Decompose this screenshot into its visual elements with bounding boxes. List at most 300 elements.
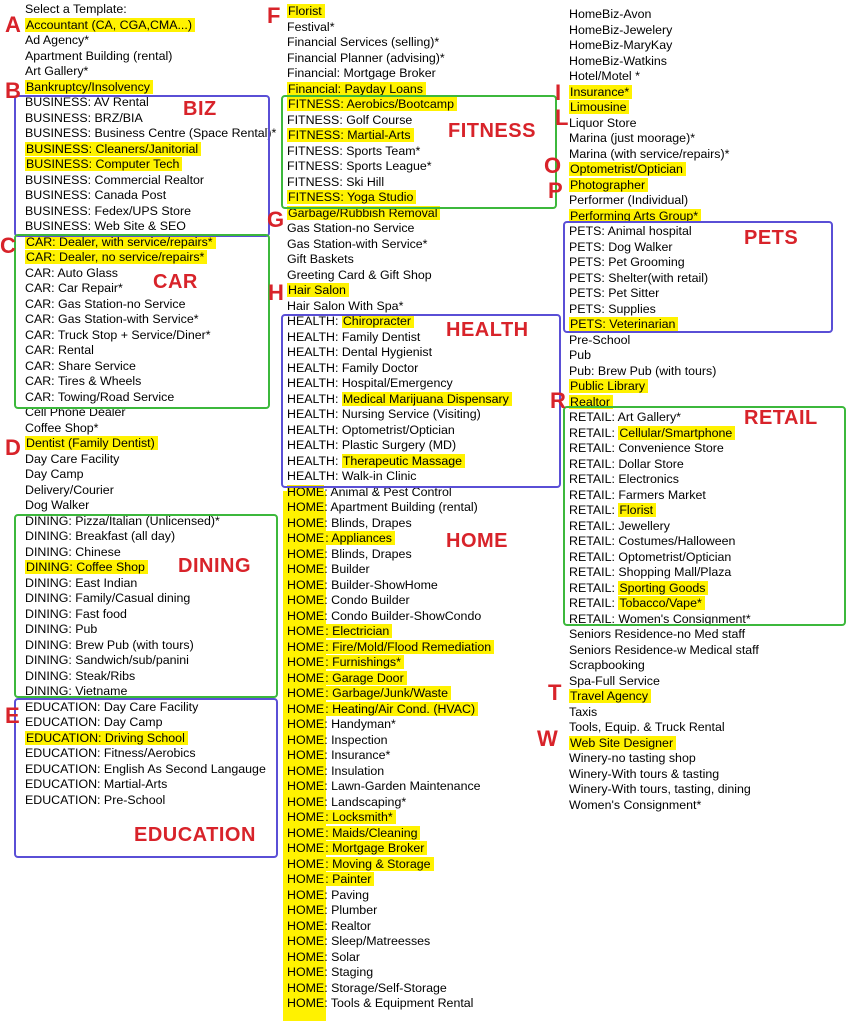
- template-item[interactable]: [569, 767, 759, 783]
- template-item-label: PETS: Animal hospital: [569, 224, 692, 238]
- template-item-label: HEALTH: Optometrist/Optician: [287, 422, 455, 437]
- template-item[interactable]: [569, 736, 759, 752]
- template-item[interactable]: [287, 965, 512, 981]
- template-item-label: DINING: Breakfast (all day): [25, 529, 176, 543]
- template-item-label: RETAIL: Shopping Mall/Plaza: [569, 565, 732, 579]
- template-item-label: Winery-With tours, tasting, dining: [569, 782, 751, 796]
- template-item-label: EDUCATION: Driving School: [25, 731, 188, 745]
- template-item-label: Day Care Facility: [25, 451, 120, 466]
- template-item[interactable]: [287, 810, 512, 826]
- template-item-label: HomeBiz-Jewelery: [569, 22, 673, 37]
- template-item-label: CAR: Truck Stop + Service/Diner*: [25, 327, 211, 342]
- template-item-label: Hair Salon: [287, 283, 349, 297]
- template-item-label: Travel Agency: [569, 689, 651, 703]
- template-item-label: RETAIL: Farmers Market: [569, 487, 706, 502]
- template-item-label: EDUCATION: Pre-School: [25, 792, 166, 807]
- template-item-label: PETS: Shelter(with retail): [569, 270, 709, 285]
- template-item[interactable]: [287, 51, 512, 67]
- template-item-label: : Builder-ShowHome: [324, 577, 438, 592]
- template-item-label: DINING: Pub: [25, 622, 98, 636]
- template-item[interactable]: [569, 131, 759, 147]
- template-item-prefix: HOME: [287, 500, 325, 514]
- template-item-prefix: HOME: [287, 980, 325, 995]
- template-item-label: RETAIL: Art Gallery*: [569, 410, 682, 424]
- template-item-label: Seniors Residence-no Med staff: [569, 627, 746, 641]
- template-item[interactable]: [287, 624, 512, 640]
- template-item-prefix: HOME: [287, 903, 325, 917]
- template-item-label: BUSINESS: Fedex/UPS Store: [25, 203, 191, 218]
- template-item-label: : Staging: [324, 965, 374, 979]
- template-item-label: : Tools & Equipment Rental: [324, 996, 474, 1010]
- template-item-prefix: HOME: [287, 670, 325, 685]
- template-item-label: Florist: [287, 4, 325, 18]
- template-item-label: : Painter: [324, 872, 374, 886]
- template-item-label: Dentist (Family Dentist): [25, 436, 158, 450]
- template-item[interactable]: [287, 872, 512, 888]
- template-item[interactable]: [287, 35, 512, 51]
- template-item-label: Optometrist/Optician: [569, 162, 686, 176]
- template-item[interactable]: [569, 751, 759, 767]
- template-item-label: Accountant (CA, CGA,CMA...): [25, 18, 195, 32]
- template-item[interactable]: [25, 436, 276, 452]
- template-item-label: : Garage Door: [324, 671, 407, 685]
- template-item-label: Pub: [569, 348, 592, 362]
- template-item-prefix: HOME: [287, 546, 325, 561]
- template-item[interactable]: [569, 658, 759, 674]
- template-item-label: FITNESS: Aerobics/Bootcamp: [287, 97, 457, 111]
- template-item-label: HEALTH: Nursing Service (Visiting): [287, 407, 481, 421]
- template-item-label: : Blinds, Drapes: [324, 546, 412, 561]
- template-item-label: BUSINESS: AV Rental: [25, 95, 149, 109]
- template-item-label: DINING: Sandwich/sub/panini: [25, 653, 189, 667]
- template-item-label: : Handyman*: [324, 717, 396, 731]
- template-item[interactable]: [287, 578, 512, 594]
- index-letter-t: T: [548, 680, 562, 705]
- template-item-label: Scrapbooking: [569, 658, 645, 672]
- template-item-prefix: RETAIL:: [569, 580, 619, 595]
- template-item[interactable]: [25, 483, 276, 499]
- group-label-dining: DINING: [178, 555, 251, 577]
- template-item-label: FITNESS: Ski Hill: [287, 174, 385, 189]
- template-item-label: Therapeutic Massage: [342, 454, 465, 468]
- template-item-prefix: HOME: [287, 732, 325, 747]
- template-item[interactable]: [25, 452, 276, 468]
- template-item-label: EDUCATION: Fitness/Aerobics: [25, 746, 196, 760]
- group-label-car: CAR: [153, 271, 198, 293]
- index-letter-c: C: [0, 233, 16, 258]
- template-item[interactable]: [569, 147, 759, 163]
- template-item-label: Ad Agency*: [25, 33, 90, 47]
- template-item-label: : Blinds, Drapes: [324, 515, 412, 530]
- template-item-label: RETAIL: Jewellery: [569, 518, 670, 533]
- template-item-prefix: HOME: [287, 686, 325, 700]
- template-item-prefix: HOME: [287, 763, 325, 778]
- template-item-prefix: HOME: [287, 608, 325, 623]
- template-item-label: Coffee Shop*: [25, 420, 99, 435]
- template-item-prefix: HOME: [287, 624, 325, 638]
- template-item-label: Hair Salon With Spa*: [287, 298, 404, 313]
- template-item-label: Dog Walker: [25, 498, 90, 512]
- template-item[interactable]: [25, 33, 276, 49]
- template-item[interactable]: [287, 903, 512, 919]
- template-item-label: DINING: Chinese: [25, 544, 121, 559]
- template-item-label: : Plumber: [324, 903, 378, 917]
- template-item-label: HEALTH: Family Doctor: [287, 360, 419, 375]
- template-item[interactable]: [287, 500, 512, 516]
- template-item[interactable]: [569, 116, 759, 132]
- template-item-label: BUSINESS: BRZ/BIA: [25, 110, 143, 125]
- template-item-label: CAR: Towing/Road Service: [25, 389, 175, 404]
- template-item[interactable]: [25, 64, 276, 80]
- template-item[interactable]: [287, 857, 512, 873]
- template-item-label: DINING: Coffee Shop: [25, 560, 148, 574]
- template-item-label: PETS: Supplies: [569, 301, 656, 316]
- template-item-label: Public Library: [569, 379, 648, 393]
- template-item[interactable]: [287, 779, 512, 795]
- template-item-label: : Mortgage Broker: [324, 841, 427, 855]
- template-item[interactable]: [287, 252, 512, 268]
- template-item-label: : Builder: [324, 562, 370, 576]
- template-item-label: : Paving: [324, 887, 369, 902]
- template-item-prefix: HOME: [287, 717, 325, 731]
- template-item-label: : Realtor: [324, 918, 372, 933]
- template-item[interactable]: [25, 467, 276, 483]
- template-item-label: : Storage/Self-Storage: [324, 980, 447, 995]
- index-letter-d: D: [5, 435, 21, 460]
- template-item-label: FITNESS: Martial-Arts: [287, 128, 414, 142]
- template-item[interactable]: [287, 841, 512, 857]
- template-list-column-1: [25, 2, 127, 18]
- template-item-label: Limousine: [569, 100, 629, 114]
- template-item-label: Financial: Payday Loans: [287, 82, 426, 96]
- template-item[interactable]: [569, 23, 759, 39]
- template-item[interactable]: [287, 671, 512, 687]
- template-item-label: PETS: Pet Sitter: [569, 286, 660, 300]
- template-item-prefix: HOME: [287, 841, 325, 855]
- template-item-label: Cellular/Smartphone: [618, 426, 735, 440]
- template-item[interactable]: [287, 299, 512, 315]
- template-item-label: Garbage/Rubbish Removal: [287, 206, 440, 220]
- group-label-biz: BIZ: [183, 98, 217, 120]
- template-item[interactable]: [569, 364, 759, 380]
- template-item-prefix: HOME: [287, 949, 325, 964]
- template-item-label: FITNESS: Yoga Studio: [287, 190, 416, 204]
- template-item-prefix: HOME: [287, 531, 325, 545]
- template-item[interactable]: [25, 421, 276, 437]
- template-item-label: RETAIL: Costumes/Halloween: [569, 534, 736, 548]
- template-item[interactable]: [569, 162, 759, 178]
- template-item-label: RETAIL: Electronics: [569, 472, 679, 486]
- group-label-home: HOME: [446, 530, 508, 552]
- template-item-label: HEALTH: Plastic Surgery (MD): [287, 438, 457, 452]
- index-letter-g: G: [267, 207, 285, 232]
- template-item-label: HomeBiz-Watkins: [569, 53, 667, 68]
- template-item-label: Festival*: [287, 19, 335, 34]
- template-item-prefix: HEALTH:: [287, 453, 342, 468]
- template-item-label: Apartment Building (rental): [25, 48, 173, 63]
- template-item-label: Seniors Residence-w Medical staff: [569, 642, 759, 657]
- template-item-label: DINING: Family/Casual dining: [25, 591, 191, 605]
- template-item-label: Taxis: [569, 704, 598, 719]
- template-item-label: Performing Arts Group*: [569, 209, 701, 223]
- template-item[interactable]: [287, 268, 512, 284]
- template-item[interactable]: [569, 38, 759, 54]
- template-item-prefix: HOME: [287, 701, 325, 716]
- template-item-label: Pub: Brew Pub (with tours): [569, 363, 717, 378]
- template-item[interactable]: [287, 283, 512, 299]
- template-item-label: Web Site Designer: [569, 736, 676, 750]
- template-item-label: CAR: Auto Glass: [25, 265, 118, 280]
- template-item-label: HEALTH: Family Dentist: [287, 329, 421, 344]
- template-item-prefix: HOME: [287, 825, 325, 840]
- template-item-label: Winery-no tasting shop: [569, 751, 696, 765]
- template-item-label: EDUCATION: Martial-Arts: [25, 777, 168, 791]
- template-item-prefix: HOME: [287, 996, 325, 1010]
- template-item-label: DINING: Fast food: [25, 606, 127, 621]
- template-item[interactable]: [25, 80, 276, 96]
- template-item[interactable]: [287, 562, 512, 578]
- template-item-label: RETAIL: Dollar Store: [569, 456, 684, 471]
- group-label-health: HEALTH: [446, 319, 529, 341]
- index-letter-l: L: [555, 105, 569, 130]
- template-item-label: : Inspection: [324, 732, 388, 747]
- template-item[interactable]: [287, 733, 512, 749]
- template-item[interactable]: [287, 686, 512, 702]
- template-item-prefix: HOME: [287, 577, 325, 592]
- template-item-label: PETS: Pet Grooming: [569, 255, 685, 269]
- template-item[interactable]: [569, 85, 759, 101]
- template-item[interactable]: [287, 516, 512, 532]
- template-item-prefix: HOME: [287, 794, 325, 809]
- template-item-label: : Lawn-Garden Maintenance: [324, 779, 481, 793]
- template-item-label: FITNESS: Sports League*: [287, 159, 432, 173]
- template-item[interactable]: [569, 627, 759, 643]
- template-item[interactable]: [569, 100, 759, 116]
- template-item-label: Insurance*: [569, 85, 632, 99]
- template-item-prefix: HEALTH:: [287, 314, 342, 328]
- template-item-prefix: HOME: [287, 918, 325, 933]
- template-item[interactable]: [287, 4, 512, 20]
- template-item-label: RETAIL: Optometrist/Optician: [569, 549, 732, 564]
- select-template-header: Select a Template:: [25, 2, 127, 16]
- template-item-label: CAR: Car Repair*: [25, 281, 123, 295]
- template-item-prefix: HOME: [287, 872, 325, 886]
- template-item-prefix: HOME: [287, 593, 325, 607]
- template-item-label: BUSINESS: Business Centre (Space Rental)*: [25, 126, 277, 140]
- template-item-label: : Heating/Air Cond. (HVAC): [324, 702, 478, 716]
- template-item-prefix: HOME: [287, 484, 325, 499]
- template-item-label: Realtor: [569, 395, 613, 409]
- template-item[interactable]: [287, 609, 512, 625]
- group-label-fitness: FITNESS: [448, 120, 536, 142]
- template-item[interactable]: [25, 498, 276, 514]
- template-item[interactable]: [287, 237, 512, 253]
- template-item-label: Financial Services (selling)*: [287, 35, 440, 49]
- template-item-label: : Solar: [324, 949, 360, 964]
- template-item-label: Gas Station-no Service: [287, 221, 415, 235]
- template-item[interactable]: [287, 981, 512, 997]
- template-item-label: Medical Marijuana Dispensary: [342, 392, 512, 406]
- template-item-label: FITNESS: Golf Course: [287, 112, 413, 127]
- template-item[interactable]: [287, 888, 512, 904]
- template-item[interactable]: [569, 643, 759, 659]
- template-item-prefix: HOME: [287, 887, 325, 902]
- template-item-label: DINING: Steak/Ribs: [25, 668, 136, 683]
- template-item-label: Liquor Store: [569, 115, 637, 130]
- template-item[interactable]: [25, 18, 276, 34]
- template-item-prefix: RETAIL:: [569, 425, 619, 440]
- template-item-label: : Condo Builder-ShowCondo: [324, 608, 482, 623]
- template-item[interactable]: [287, 996, 512, 1012]
- template-item-label: Art Gallery*: [25, 64, 89, 78]
- template-item[interactable]: [569, 69, 759, 85]
- template-item-label: : Appliances: [324, 531, 395, 545]
- template-item[interactable]: [287, 221, 512, 237]
- index-letter-w: W: [537, 726, 558, 751]
- template-item-label: CAR: Dealer, no service/repairs*: [25, 250, 207, 264]
- template-item-label: RETAIL: Convenience Store: [569, 441, 724, 455]
- template-item-label: CAR: Tires & Wheels: [25, 374, 142, 388]
- template-item[interactable]: [569, 54, 759, 70]
- index-letter-i: I: [555, 80, 562, 105]
- template-item[interactable]: [569, 7, 759, 23]
- template-item-label: HEALTH: Hospital/Emergency: [287, 376, 453, 390]
- index-letter-e: E: [5, 703, 20, 728]
- template-item[interactable]: [287, 934, 512, 950]
- template-item-label: Women's Consignment*: [569, 797, 702, 812]
- template-item-label: : Apartment Building (rental): [324, 500, 478, 514]
- template-item[interactable]: [569, 379, 759, 395]
- template-item-label: BUSINESS: Computer Tech: [25, 157, 182, 171]
- template-item[interactable]: [287, 66, 512, 82]
- retail-group-box: [563, 406, 846, 626]
- template-item-label: DINING: East Indian: [25, 575, 138, 590]
- template-item-label: CAR: Dealer, with service/repairs*: [25, 235, 216, 249]
- template-item-label: Gas Station-with Service*: [287, 236, 428, 251]
- template-item-label: : Maids/Cleaning: [324, 826, 420, 840]
- template-item-label: DINING: Pizza/Italian (Unlicensed)*: [25, 513, 220, 528]
- template-item-label: BUSINESS: Web Site & SEO: [25, 219, 186, 233]
- template-item-label: Winery-With tours & tasting: [569, 766, 720, 781]
- template-item-label: : Insurance*: [324, 748, 391, 762]
- template-item[interactable]: [569, 674, 759, 690]
- index-letter-b: B: [5, 78, 21, 103]
- template-item-label: DINING: Brew Pub (with tours): [25, 637, 194, 652]
- template-item[interactable]: [287, 702, 512, 718]
- template-item-label: RETAIL: Women's Consignment*: [569, 611, 751, 626]
- template-item[interactable]: [287, 950, 512, 966]
- template-item-label: BUSINESS: Canada Post: [25, 188, 167, 202]
- template-item-label: Greeting Card & Gift Shop: [287, 267, 432, 282]
- template-item-prefix: HOME: [287, 779, 325, 793]
- template-item-prefix: HEALTH:: [287, 391, 342, 406]
- template-item-prefix: HOME: [287, 965, 325, 979]
- template-item-label: DINING: Vietname: [25, 684, 128, 698]
- template-item-label: Marina (just moorage)*: [569, 131, 696, 145]
- template-item-label: PETS: Dog Walker: [569, 239, 673, 254]
- template-item-label: : Locksmith*: [324, 810, 395, 824]
- group-label-pets: PETS: [744, 227, 799, 249]
- group-label-retail: RETAIL: [744, 407, 818, 429]
- group-label-education: EDUCATION: [134, 824, 256, 846]
- template-item[interactable]: [569, 193, 759, 209]
- template-item-label: Bankruptcy/Insolvency: [25, 80, 153, 94]
- template-item-label: CAR: Share Service: [25, 358, 136, 373]
- template-item[interactable]: [569, 798, 759, 814]
- index-letter-h: H: [268, 280, 284, 305]
- template-item[interactable]: [569, 689, 759, 705]
- template-item-label: Marina (with service/repairs)*: [569, 146, 730, 161]
- template-item[interactable]: [287, 748, 512, 764]
- biz-group-box: [14, 95, 270, 237]
- template-item[interactable]: [287, 593, 512, 609]
- template-item-label: : Condo Builder: [324, 593, 410, 607]
- template-item-label: Hotel/Motel *: [569, 69, 640, 83]
- template-item[interactable]: [287, 826, 512, 842]
- template-item[interactable]: [287, 20, 512, 36]
- template-item-label: Florist: [618, 503, 656, 517]
- template-item-label: HEALTH: Walk-in Clinic: [287, 469, 417, 483]
- template-item[interactable]: [569, 782, 759, 798]
- template-item[interactable]: [287, 919, 512, 935]
- template-item[interactable]: [287, 795, 512, 811]
- template-item-label: HomeBiz-Avon: [569, 7, 652, 21]
- template-item[interactable]: [287, 764, 512, 780]
- index-letter-p: P: [548, 178, 563, 203]
- template-item[interactable]: [569, 178, 759, 194]
- template-item-label: CAR: Gas Station-with Service*: [25, 312, 199, 326]
- template-item-label: HEALTH: Dental Hygienist: [287, 345, 433, 359]
- template-item-label: CAR: Gas Station-no Service: [25, 296, 186, 311]
- template-item-label: EDUCATION: Day Camp: [25, 715, 163, 729]
- fitness-group-box: [281, 95, 557, 209]
- template-item-label: CAR: Rental: [25, 343, 94, 357]
- template-item[interactable]: [569, 348, 759, 364]
- template-item-prefix: HOME: [287, 655, 325, 669]
- template-item-prefix: HOME: [287, 856, 325, 871]
- template-item-label: Spa-Full Service: [569, 673, 660, 688]
- template-item[interactable]: [25, 49, 276, 65]
- template-item-label: Cell Phone Dealer: [25, 405, 126, 419]
- template-item-label: PETS: Veterinarian: [569, 317, 678, 331]
- template-item-label: HomeBiz-MaryKay: [569, 38, 673, 52]
- template-item[interactable]: [569, 333, 759, 349]
- car-group-box: [14, 234, 270, 409]
- template-item[interactable]: [569, 705, 759, 721]
- template-item-label: : Sleep/Matreesses: [324, 934, 431, 948]
- template-item-label: : Electrician: [324, 624, 392, 638]
- template-item-prefix: HOME: [287, 639, 325, 654]
- template-item-label: Pre-School: [569, 332, 631, 347]
- template-item-label: Sporting Goods: [618, 581, 708, 595]
- template-item-label: Financial: Mortgage Broker: [287, 66, 436, 80]
- template-item-label: FITNESS: Sports Team*: [287, 143, 421, 158]
- template-item-label: Chiropracter: [342, 314, 414, 328]
- template-item-label: BUSINESS: Cleaners/Janitorial: [25, 142, 201, 156]
- template-item[interactable]: [287, 717, 512, 733]
- template-item-prefix: HOME: [287, 934, 325, 948]
- template-item[interactable]: [287, 655, 512, 671]
- template-item[interactable]: [287, 640, 512, 656]
- index-letter-f: F: [267, 3, 281, 28]
- template-item[interactable]: [569, 720, 759, 736]
- index-letter-a: A: [5, 12, 21, 37]
- template-item-prefix: HOME: [287, 810, 325, 824]
- template-item-prefix: HOME: [287, 515, 325, 530]
- template-item-label: Financial Planner (advising)*: [287, 50, 445, 65]
- template-item-label: EDUCATION: English As Second Langauge: [25, 761, 266, 776]
- template-item-prefix: HOME: [287, 562, 325, 576]
